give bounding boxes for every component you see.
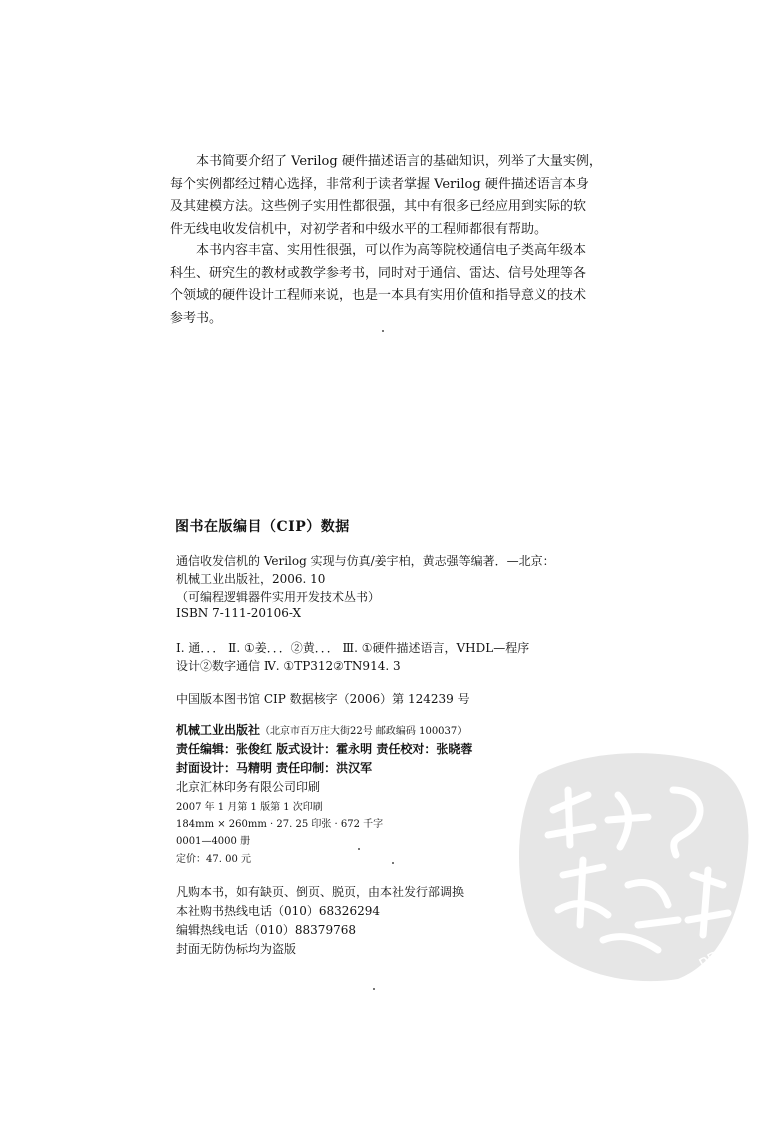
cip-record-line: 通信收发信机的 Verilog 实现与仿真/姜宇柏，黄志强等编著．—北京： (176, 554, 555, 568)
publisher-copies: 0001—4000 册 (176, 836, 251, 847)
cip-record-line: （可编程逻辑器件实用开发技术丛书） (176, 590, 381, 604)
intro-line: 本书内容丰富、实用性很强，可以作为高等院校通信电子类高年级本 (196, 243, 587, 258)
cip-record-line: ISBN 7-111-20106-X (176, 606, 302, 620)
intro-paragraph-1 (170, 151, 610, 241)
intro-line: 参考书。 (170, 310, 223, 326)
publisher-design: 封面设计：马精明 责任印制：洪汉军 (176, 761, 373, 775)
cip-heading: 图书在版编目（CIP）数据 (175, 519, 350, 535)
intro-line: 科生、研究生的教材或教学参考书，同时对于通信、雷达、信号处理等各 (170, 265, 587, 281)
notice-line: 本社购书热线电话（010）68326294 (176, 904, 380, 918)
publisher-edition: 2007 年 1 月第 1 版第 1 次印刷 (176, 802, 323, 813)
publisher-editors: 责任编辑：张俊红 版式设计：霍永明 责任校对：张晓蓉 (176, 742, 473, 756)
seal-label: PDG (695, 940, 735, 974)
cip-record-line: 机械工业出版社，2006. 10 (176, 572, 326, 586)
cip-classification-line: 设计②数字通信 Ⅳ. ①TP312②TN914. 3 (176, 659, 401, 673)
publisher-printer: 北京汇林印务有限公司印刷 (176, 780, 321, 794)
scan-speck (382, 330, 384, 332)
notice-line: 封面无防伪标均为盗版 (176, 942, 297, 956)
seal-watermark (508, 735, 758, 985)
publisher-line (176, 721, 467, 738)
intro-line: 及其建模方法。这些例子实用性都很强，其中有很多已经应用到实际的软 (170, 199, 587, 214)
intro-line: 每个实例都经过精心选择，非常利于读者掌握 Verilog 硬件描述语言本身 (170, 176, 589, 192)
intro-paragraph-2 (170, 240, 610, 330)
scan-speck (358, 848, 360, 850)
publisher-name: 机械工业出版社 (176, 723, 261, 737)
intro-line: 个领域的硬件设计工程师来说，也是一本具有实用价值和指导意义的技术 (170, 288, 587, 303)
cip-classification-line: Ⅰ. 通．．． Ⅱ. ①姜．．．②黄．．． Ⅲ. ①硬件描述语言，VHDL—程序 (176, 641, 530, 655)
publisher-format: 184mm × 260mm · 27. 25 印张 · 672 千字 (176, 819, 384, 830)
notice-line: 凡购本书，如有缺页、倒页、脱页，由本社发行部调换 (176, 885, 465, 899)
notice-line: 编辑热线电话（010）88379768 (176, 923, 356, 937)
intro-line: 件无线电收发信机中，对初学者和中级水平的工程师都很有帮助。 (170, 221, 548, 237)
publisher-price: 定价：47. 00 元 (176, 854, 251, 865)
cip-core-data: 中国版本图书馆 CIP 数据核字（2006）第 124239 号 (176, 692, 470, 706)
publisher-address: （北京市百万庄大街22号 邮政编码 100037） (260, 726, 468, 737)
intro-line: 本书简要介绍了 Verilog 硬件描述语言的基础知识，列举了大量实例， (196, 154, 602, 169)
scan-speck (392, 862, 394, 864)
scan-speck (373, 988, 375, 990)
